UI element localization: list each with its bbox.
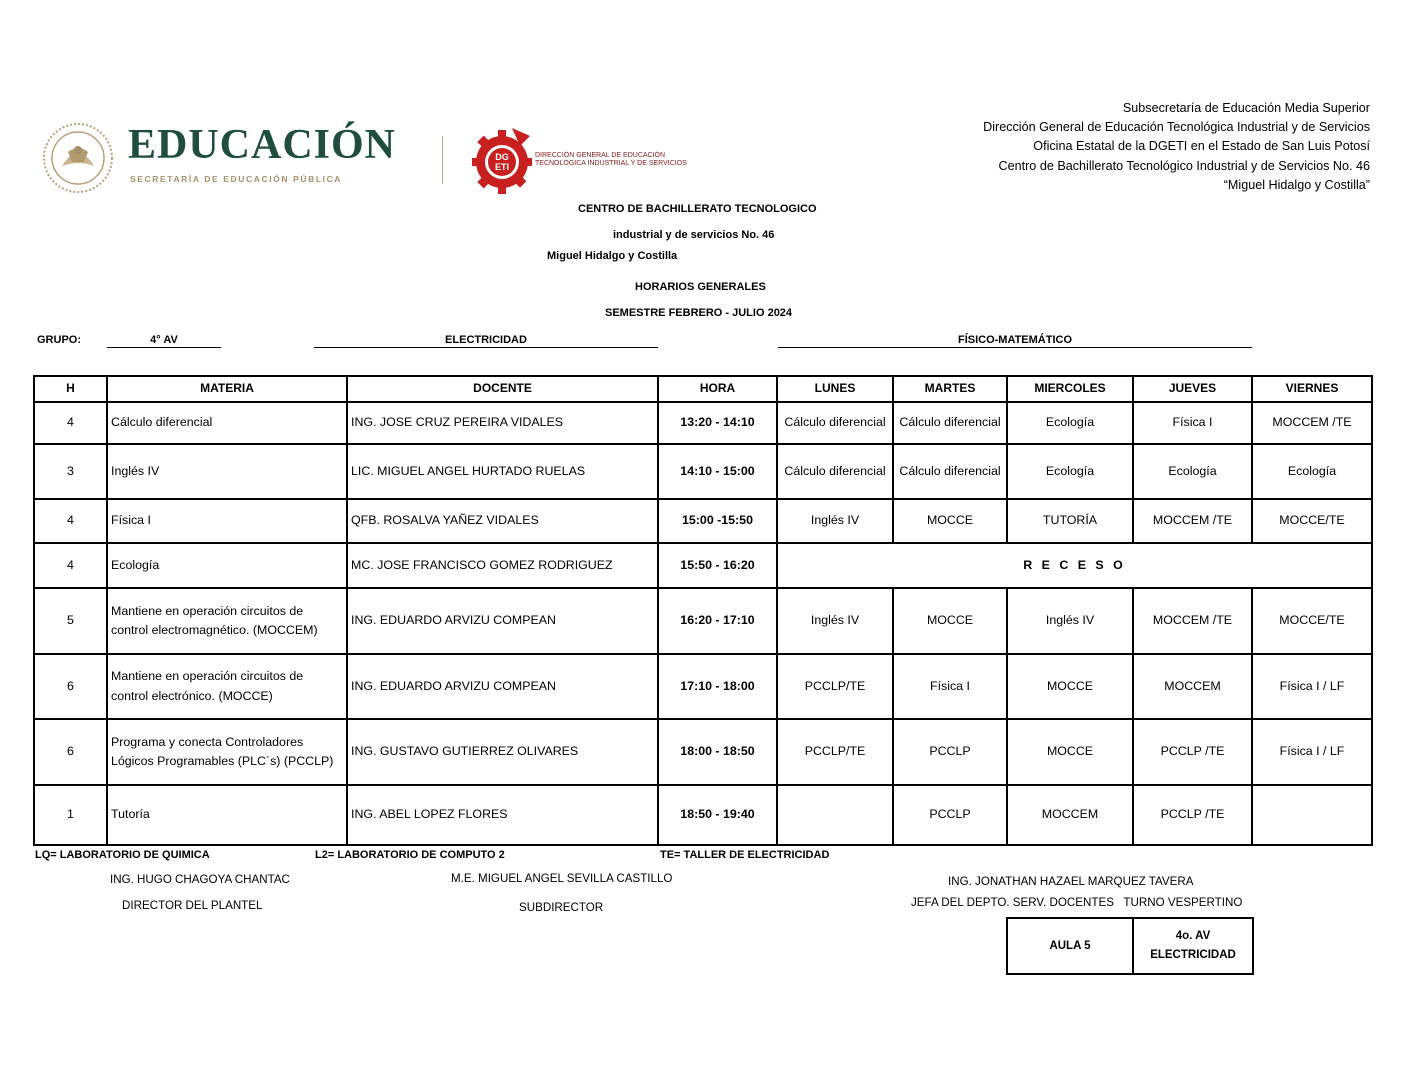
wednesday-cell: MOCCE bbox=[1007, 654, 1133, 719]
hours-cell: 4 bbox=[34, 402, 107, 444]
subject-cell: Mantiene en operación circuitos de control electrónico. (MOCCE) bbox=[107, 654, 347, 719]
hours-cell: 5 bbox=[34, 588, 107, 654]
header-line: Centro de Bachillerato Tecnológico Industrial y de Servicios No. 46 bbox=[998, 158, 1370, 173]
tuesday-cell: Cálculo diferencial bbox=[893, 444, 1007, 499]
time-cell: 16:20 - 17:10 bbox=[658, 588, 777, 654]
table-header-row bbox=[34, 376, 1372, 402]
teacher-cell: ING. EDUARDO ARVIZU COMPEAN bbox=[347, 588, 658, 654]
friday-cell: MOCCE/TE bbox=[1252, 499, 1372, 543]
table-row bbox=[34, 499, 1372, 543]
schedule-title: HORARIOS GENERALES bbox=[635, 281, 766, 293]
teacher-cell: MC. JOSE FRANCISCO GOMEZ RODRIGUEZ bbox=[347, 543, 658, 588]
header-line: Dirección General de Educación Tecnológica Industrial y de Servicios bbox=[983, 120, 1370, 135]
hours-cell: 6 bbox=[34, 719, 107, 785]
classroom-group-line-2: ELECTRICIDAD bbox=[1150, 949, 1236, 961]
department-head-name: ING. JONATHAN HAZAEL MARQUEZ TAVERA bbox=[948, 875, 1194, 888]
friday-cell: Física I / LF bbox=[1252, 654, 1372, 719]
subject-cell: Tutoría bbox=[107, 785, 347, 845]
column-header: VIERNES bbox=[1252, 376, 1372, 402]
tuesday-cell: Cálculo diferencial bbox=[893, 402, 1007, 444]
education-title: EDUCACIÓN bbox=[128, 122, 397, 168]
semester-title: SEMESTRE FEBRERO - JULIO 2024 bbox=[605, 307, 793, 319]
table-row bbox=[34, 444, 1372, 499]
thursday-cell: Ecología bbox=[1133, 444, 1252, 499]
friday-cell bbox=[1252, 785, 1372, 845]
monday-cell: PCCLP/TE bbox=[777, 654, 893, 719]
hours-cell: 6 bbox=[34, 654, 107, 719]
column-header: DOCENTE bbox=[347, 376, 658, 402]
department-head-title: JEFA DEL DEPTO. SERV. DOCENTES TURNO VESPERTINO bbox=[911, 896, 1243, 909]
monday-cell bbox=[777, 785, 893, 845]
friday-cell: MOCCEM /TE bbox=[1252, 402, 1372, 444]
group-value: 4° AV bbox=[107, 334, 221, 348]
time-cell: 13:20 - 14:10 bbox=[658, 402, 777, 444]
tuesday-cell: MOCCE bbox=[893, 499, 1007, 543]
column-header: MIERCOLES bbox=[1007, 376, 1133, 402]
teacher-cell: ING. EDUARDO ARVIZU COMPEAN bbox=[347, 654, 658, 719]
teacher-cell: ING. JOSE CRUZ PEREIRA VIDALES bbox=[347, 402, 658, 444]
classroom-group bbox=[1133, 918, 1253, 974]
subject-cell: Ecología bbox=[107, 543, 347, 588]
director-title: DIRECTOR DEL PLANTEL bbox=[122, 899, 263, 912]
thursday-cell: PCCLP /TE bbox=[1133, 785, 1252, 845]
subdirector-name: M.E. MIGUEL ANGEL SEVILLA CASTILLO bbox=[451, 872, 673, 885]
table-row bbox=[34, 402, 1372, 444]
header-line: Subsecretaría de Educación Media Superior bbox=[1122, 101, 1370, 115]
time-cell: 17:10 - 18:00 bbox=[658, 654, 777, 719]
table-row bbox=[34, 588, 1372, 654]
group-label: GRUPO: bbox=[37, 334, 81, 346]
education-subtitle: SECRETARÍA DE EDUCACIÓN PÚBLICA bbox=[130, 174, 343, 184]
wednesday-cell: Ecología bbox=[1007, 402, 1133, 444]
thursday-cell: MOCCEM /TE bbox=[1133, 588, 1252, 654]
thursday-cell: MOCCEM bbox=[1133, 654, 1252, 719]
institution-header bbox=[983, 99, 1370, 195]
recess-cell: R E C E S O bbox=[777, 543, 1372, 588]
subject-cell: Cálculo diferencial bbox=[107, 402, 347, 444]
hours-cell: 4 bbox=[34, 543, 107, 588]
header-line: Oficina Estatal de la DGETI en el Estado de San Luis Potosí bbox=[1033, 139, 1370, 154]
legend-te: TE= TALLER DE ELECTRICIDAD bbox=[660, 849, 830, 861]
wednesday-cell: MOCCE bbox=[1007, 719, 1133, 785]
thursday-cell: PCCLP /TE bbox=[1133, 719, 1252, 785]
column-header: JUEVES bbox=[1133, 376, 1252, 402]
subdirector-title: SUBDIRECTOR bbox=[519, 901, 604, 914]
table-row bbox=[34, 654, 1372, 719]
classroom-label: AULA 5 bbox=[1007, 918, 1133, 974]
wednesday-cell: TUTORÍA bbox=[1007, 499, 1133, 543]
monday-cell: PCCLP/TE bbox=[777, 719, 893, 785]
logo-divider bbox=[442, 136, 443, 184]
monday-cell: Inglés IV bbox=[777, 499, 893, 543]
svg-text:DG: DG bbox=[495, 152, 509, 162]
thursday-cell: Física I bbox=[1133, 402, 1252, 444]
friday-cell: MOCCE/TE bbox=[1252, 588, 1372, 654]
header-line: “Miguel Hidalgo y Costilla” bbox=[1223, 177, 1370, 192]
time-cell: 14:10 - 15:00 bbox=[658, 444, 777, 499]
tuesday-cell: Física I bbox=[893, 654, 1007, 719]
teacher-cell: LIC. MIGUEL ANGEL HURTADO RUELAS bbox=[347, 444, 658, 499]
thursday-cell: MOCCEM /TE bbox=[1133, 499, 1252, 543]
column-header: MARTES bbox=[893, 376, 1007, 402]
subject-cell: Física I bbox=[107, 499, 347, 543]
wednesday-cell: MOCCEM bbox=[1007, 785, 1133, 845]
monday-cell: Cálculo diferencial bbox=[777, 402, 893, 444]
tuesday-cell: MOCCE bbox=[893, 588, 1007, 654]
national-seal-logo bbox=[38, 122, 118, 194]
svg-text:ETI: ETI bbox=[494, 162, 510, 172]
dgeti-caption-line-2: TECNOLÓGICA INDUSTRIAL Y DE SERVICIOS bbox=[535, 160, 687, 167]
wednesday-cell: Ecología bbox=[1007, 444, 1133, 499]
school-title: CENTRO DE BACHILLERATO TECNOLOGICO bbox=[578, 203, 817, 215]
time-cell: 18:50 - 19:40 bbox=[658, 785, 777, 845]
hours-cell: 4 bbox=[34, 499, 107, 543]
school-subtitle: industrial y de servicios No. 46 bbox=[613, 229, 775, 241]
monday-cell: Cálculo diferencial bbox=[777, 444, 893, 499]
teacher-cell: ING. ABEL LOPEZ FLORES bbox=[347, 785, 658, 845]
career-name: ELECTRICIDAD bbox=[314, 334, 658, 348]
time-cell: 15:50 - 16:20 bbox=[658, 543, 777, 588]
dgeti-caption bbox=[535, 152, 735, 168]
classroom-box bbox=[1006, 917, 1254, 975]
classroom-group-line-1: 4o. AV bbox=[1175, 930, 1211, 942]
friday-cell: Física I / LF bbox=[1252, 719, 1372, 785]
table-row bbox=[34, 785, 1372, 845]
time-cell: 15:00 -15:50 bbox=[658, 499, 777, 543]
table-row bbox=[34, 719, 1372, 785]
column-header: HORA bbox=[658, 376, 777, 402]
monday-cell: Inglés IV bbox=[777, 588, 893, 654]
teacher-cell: ING. GUSTAVO GUTIERREZ OLIVARES bbox=[347, 719, 658, 785]
hours-cell: 1 bbox=[34, 785, 107, 845]
teacher-cell: QFB. ROSALVA YAÑEZ VIDALES bbox=[347, 499, 658, 543]
friday-cell: Ecología bbox=[1252, 444, 1372, 499]
tuesday-cell: PCCLP bbox=[893, 719, 1007, 785]
legend-lq: LQ= LABORATORIO DE QUIMICA bbox=[35, 849, 210, 861]
column-header: MATERIA bbox=[107, 376, 347, 402]
subject-cell: Inglés IV bbox=[107, 444, 347, 499]
column-header: H bbox=[34, 376, 107, 402]
subject-cell: Programa y conecta Controladores Lógicos Programables (PLC´s) (PCCLP) bbox=[107, 719, 347, 785]
school-name: Miguel Hidalgo y Costilla bbox=[547, 250, 678, 262]
subject-cell: Mantiene en operación circuitos de control electromagnético. (MOCCEM) bbox=[107, 588, 347, 654]
column-header: LUNES bbox=[777, 376, 893, 402]
dgeti-caption-line-1: DIRECCIÓN GENERAL DE EDUCACIÓN bbox=[535, 152, 666, 159]
dgeti-gear-logo bbox=[472, 124, 536, 194]
legend-l2: L2= LABORATORIO DE COMPUTO 2 bbox=[315, 849, 505, 861]
tuesday-cell: PCCLP bbox=[893, 785, 1007, 845]
hours-cell: 3 bbox=[34, 444, 107, 499]
schedule-table bbox=[33, 375, 1373, 846]
director-name: ING. HUGO CHAGOYA CHANTAC bbox=[110, 873, 290, 886]
time-cell: 18:00 - 18:50 bbox=[658, 719, 777, 785]
table-row bbox=[34, 543, 1372, 588]
wednesday-cell: Inglés IV bbox=[1007, 588, 1133, 654]
area-name: FÍSICO-MATEMÁTICO bbox=[778, 334, 1252, 348]
